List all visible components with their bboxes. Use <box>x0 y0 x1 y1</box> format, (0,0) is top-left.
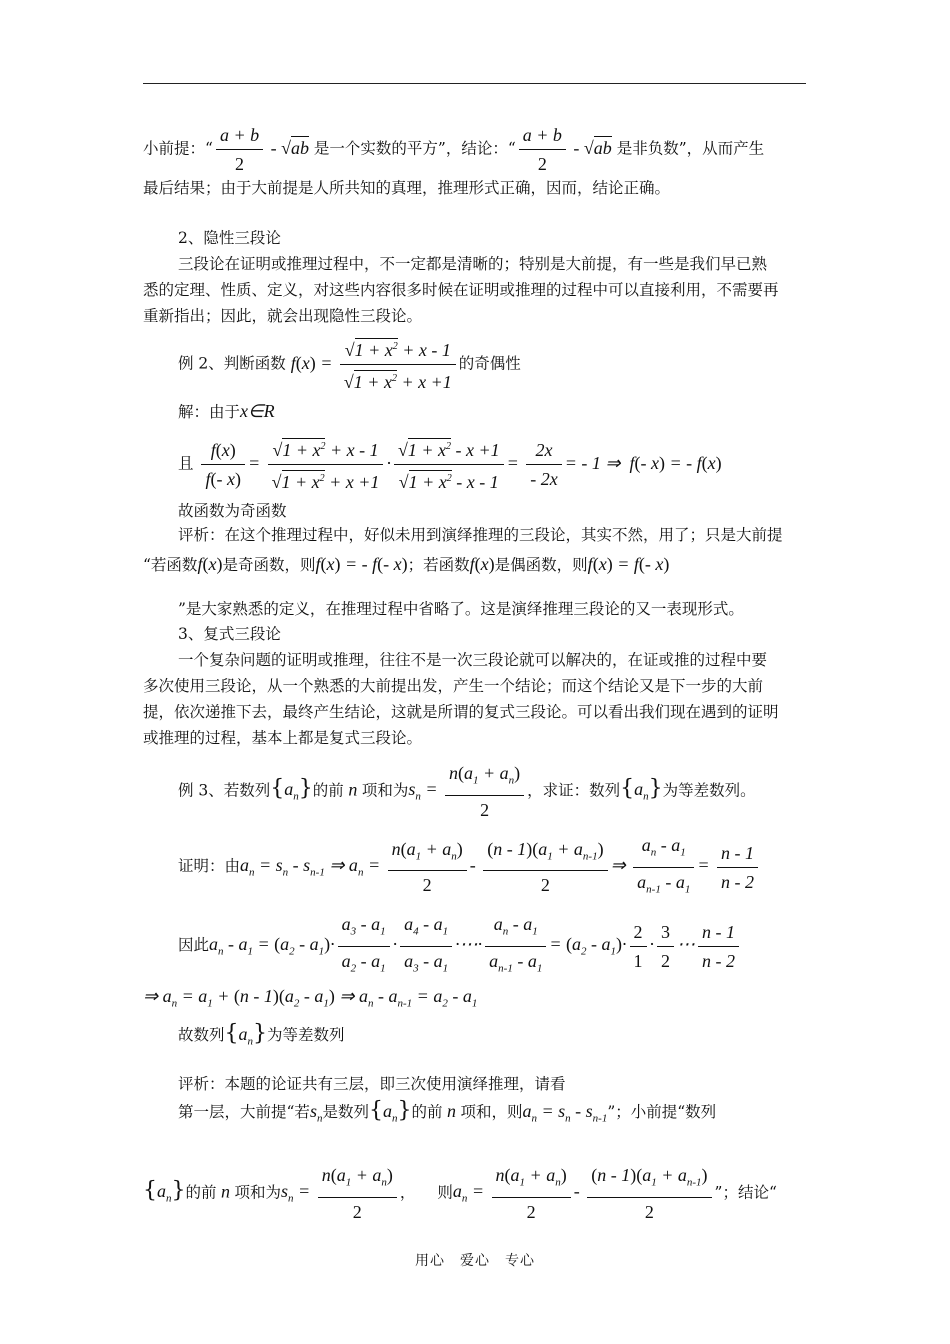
heading-implicit-syllogism: 2、隐性三段论 <box>178 229 281 247</box>
text: 项和，则 <box>460 1103 523 1121</box>
paragraph-result: 最后结果；由于大前提是人所共知的真理，推理形式正确，因而，结论正确。 <box>143 179 671 197</box>
paragraph-implicit-2: 悉的定理、性质、定义，对这些内容很多时候在证明或推理的过程中可以直接利用，不需要再 <box>143 281 779 299</box>
review-1: 评析：在这个推理过程中，好似未用到演绎推理的三段论，其实不然，用了；只是大前提 <box>178 526 783 544</box>
formula-seq-an-4: $\{a_n\}$ <box>368 1098 412 1125</box>
text: 是非负数”，从而产生 <box>616 139 765 158</box>
formula-n: n <box>343 779 362 800</box>
text: 的前 <box>312 781 344 800</box>
conclusion-arithmetic <box>178 1023 345 1053</box>
formula-f-of-x: f(x) = $\frac{√1 + x^2 + x - 1}{√1 + x^2 + x +1}$ <box>291 353 459 373</box>
review-3: ”是大家熟悉的定义，在推理过程中省略了。这是演绎推理三段论的又一表现形式。 <box>178 600 744 618</box>
formula-seq-an-5: $\{a_n\}$ <box>143 1178 186 1206</box>
formula-odd-def: f(x) = - f(- x) <box>315 554 408 574</box>
text: 例 2、判断函数 <box>178 354 286 373</box>
formula-a-plus-b-over-2-b: $\frac{a + b}{2}$ - √ab <box>516 138 612 158</box>
formula-seq-an-3: $\{a_n\}$ <box>224 1021 268 1048</box>
paragraph-minor-premise <box>143 124 764 175</box>
formula-proof-1: $a_n = s_n - s_{n-1}$ ⇒ $a_n$ = $\frac{n(a_1 + a_n)}{2}$ - $\frac{(n - 1)(a_1 + a_{n-1})}{2}$ ⇒ $\frac{a_n - a_1}{a_{n-1} - a_1}$ = $\frac{n - 1}{n - 2}$ <box>240 855 761 875</box>
review-4: 评析：本题的论证共有三层，即三次使用演绎推理，请看 <box>178 1075 566 1093</box>
formula-sn: $s_n$ = $\frac{n(a_1 + a_n)}{2}$ <box>408 779 527 799</box>
text: ，求证：数列 <box>527 781 621 800</box>
review-2 <box>143 553 669 576</box>
text: 则 <box>437 1183 453 1202</box>
text: 项和为 <box>361 781 409 800</box>
text: 为等差数列 <box>267 1026 345 1044</box>
text: 第一层，大前提“若 <box>178 1103 310 1121</box>
text: 的奇偶性 <box>458 354 521 373</box>
text: 例 3、若数列 <box>178 781 271 800</box>
text: 是奇函数，则 <box>222 556 316 574</box>
heading-compound-syllogism: 3、复式三段论 <box>178 625 281 643</box>
formula-fx-2: f(x) <box>469 554 495 574</box>
formula-even-def: f(x) = f(- x) <box>587 554 670 574</box>
text: ”；结论“ <box>714 1183 777 1202</box>
text: 是一个实数的平方”，结论：“ <box>313 139 516 158</box>
formula-sn-2: $s_n$ <box>309 1101 323 1125</box>
paragraph-compound-2: 多次使用三段论，从一个熟悉的大前提出发，产生一个结论；而这个结论又是下一步的大前 <box>143 677 764 695</box>
text: 是偶函数，则 <box>494 556 588 574</box>
text: 项和为 <box>234 1183 282 1202</box>
conclusion-odd: 故函数为奇函数 <box>178 502 287 520</box>
text: 因此 <box>178 936 210 955</box>
formula-odd-ratio: $\frac{f(x)}{f(- x)}$ = $\frac{√1 + x^2 + x - 1}{√1 + x^2 + x +1}$ · $\frac{√1 + x^2 - x +1}{√1 + x^2 - x - 1}$ = $\frac{2x}{- 2x}$ = - 1 ⇒ f(- x) = - f(x) <box>198 453 721 473</box>
text: 是数列 <box>322 1103 369 1121</box>
formula-seq-an: $\{a_n\}$ <box>270 776 313 804</box>
text: 的前 <box>185 1183 217 1202</box>
example-3 <box>178 762 756 821</box>
paragraph-compound-4: 或推理的过程，基本上都是复式三段论。 <box>143 729 423 747</box>
example-2 <box>178 336 521 393</box>
text: “若函数 <box>143 556 198 574</box>
text: ， <box>399 1183 416 1202</box>
paragraph-compound-1: 一个复杂问题的证明或推理，往往不是一次三段论就可以解决的，在证或推的过程中要 <box>178 651 768 669</box>
paragraph-implicit-1: 三段论在证明或推理过程中，不一定都是清晰的；特别是大前提，有一些是我们早已熟 <box>178 255 768 273</box>
formula-an-expr: $a_n$ = $\frac{n(a_1 + a_n)}{2}$ - $\frac{(n - 1)(a_1 + a_{n-1})}{2}$ <box>453 1181 715 1201</box>
solution-start <box>178 400 275 423</box>
text: 且 <box>178 454 194 473</box>
paragraph-compound-3: 提，依次递推下去，最终产生结论，这就是所谓的复式三段论。可以看出我们现在遇到的证明 <box>143 703 779 721</box>
proof-line-1 <box>178 834 761 900</box>
proof-line-2 <box>178 913 742 979</box>
text: 小前提：“ <box>143 139 213 158</box>
text: 的前 <box>411 1103 443 1121</box>
text: ；若函数 <box>407 556 470 574</box>
formula-fx: f(x) <box>197 554 223 574</box>
formula-an-def: $a_n = s_n - s_{n-1}$ <box>522 1101 608 1125</box>
formula-proof-3: ⇒ $a_n = a_1 + (n - 1)(a_2 - a_1)$ ⇒ $a_n - a_{n-1} = a_2 - a_1$ <box>143 986 478 1010</box>
formula-seq-an-2: $\{a_n\}$ <box>620 776 663 804</box>
layer-1-line <box>178 1100 716 1130</box>
formula-a-plus-b-over-2: $\frac{a + b}{2}$ - √ab <box>213 138 309 158</box>
page-footer: 用心 爱心 专心 <box>415 1253 535 1269</box>
formula-proof-2: $a_n - a_1 = (a_2 - a_1)\cdot$ $\frac{a_3 - a_1}{a_2 - a_1}$ · $\frac{a_4 - a_1}{a_3 - a_1}$ ·⋯· $\frac{a_n - a_1}{a_{n-1} - a_1}$ = $(a_2 - a_1)\cdot$ $\frac{2}{1}$ · $\frac{3}{2}$ ⋯ $\frac{n - 1}{n - 2}$ <box>209 934 742 954</box>
header-rule <box>143 83 806 84</box>
text: 故数列 <box>178 1026 225 1044</box>
text: 解：由于 <box>178 403 241 421</box>
formula-x-in-r: x∈R <box>240 401 275 421</box>
solution-derivation <box>178 436 722 493</box>
formula-sn-3: $s_n$ = $\frac{n(a_1 + a_n)}{2}$ <box>281 1181 400 1201</box>
layer-1-line-2 <box>143 1164 777 1223</box>
paragraph-implicit-3: 重新指出；因此，就会出现隐性三段论。 <box>143 307 423 325</box>
formula-n-2: n <box>442 1101 461 1121</box>
formula-n-3: n <box>216 1181 235 1202</box>
text: 为等差数列。 <box>662 781 756 800</box>
text: 证明：由 <box>178 857 241 876</box>
text: ”；小前提“数列 <box>607 1103 717 1121</box>
proof-line-3 <box>143 985 477 1015</box>
